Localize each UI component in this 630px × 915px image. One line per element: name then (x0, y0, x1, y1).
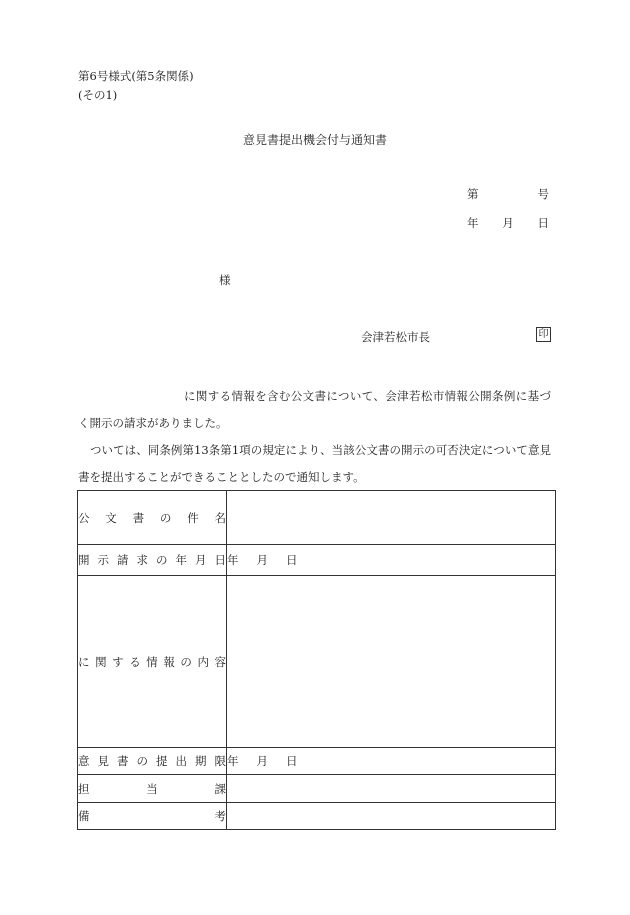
table-label-cell (78, 545, 227, 576)
table-label-cell (78, 576, 227, 748)
row-label-remarks: 備 考 (78, 809, 226, 823)
table-label-cell (78, 803, 227, 830)
table-value-cell (227, 803, 556, 830)
notice-details-table (77, 490, 556, 830)
form-number: 第6号様式(第5条関係) (78, 69, 194, 83)
notice-paragraph-2: ついては、同条例第13条第1項の規定により、当該公文書の開示の可否決定について意見書を提出することができることとしたので通知します。 (78, 443, 551, 484)
row-label-department: 担 当 課 (78, 781, 226, 796)
document-date-line (467, 215, 549, 231)
addressee-honorific: 様 (219, 273, 231, 287)
table-row (78, 775, 556, 803)
document-number-line (467, 186, 549, 202)
notice-paragraph-1: に関する情報を含む公文書について、会津若松市情報公開条例に基づく開示の請求がありました。 (78, 389, 551, 430)
row-label-request-date: 開 示 請 求 の 年 月 日 (78, 553, 226, 567)
table-value-cell (227, 491, 556, 545)
table-row (78, 491, 556, 545)
row-label-subject: 公 文 書 の 件 名 (78, 510, 226, 525)
table-row (78, 803, 556, 830)
date-month: 月 (502, 216, 514, 230)
request-date-placeholder: 年 月 日 (227, 553, 298, 567)
number-suffix: 号 (537, 187, 549, 201)
sender-name: 会津若松市長 (361, 330, 430, 344)
table-value-cell (227, 576, 556, 748)
table-row (78, 576, 556, 748)
seal-stamp: 印 (536, 327, 551, 342)
row-label-deadline: 意 見 書 の 提 出 期 限 (78, 754, 226, 768)
notice-body (78, 383, 551, 491)
date-day: 日 (537, 216, 549, 230)
number-prefix: 第 (467, 187, 479, 201)
table-label-cell (78, 775, 227, 803)
date-year: 年 (467, 216, 479, 230)
table-label-cell (78, 748, 227, 775)
row-label-info-content: に 関 す る 情 報 の 内 容 (78, 654, 226, 669)
table-value-cell (227, 545, 556, 576)
table-value-cell (227, 775, 556, 803)
table-value-cell (227, 748, 556, 775)
table-label-cell (78, 491, 227, 545)
table-row (78, 545, 556, 576)
table-row (78, 748, 556, 775)
document-title: 意見書提出機会付与通知書 (242, 133, 387, 147)
deadline-date-placeholder: 年 月 日 (227, 754, 298, 768)
form-subnumber: (その1) (78, 88, 118, 102)
